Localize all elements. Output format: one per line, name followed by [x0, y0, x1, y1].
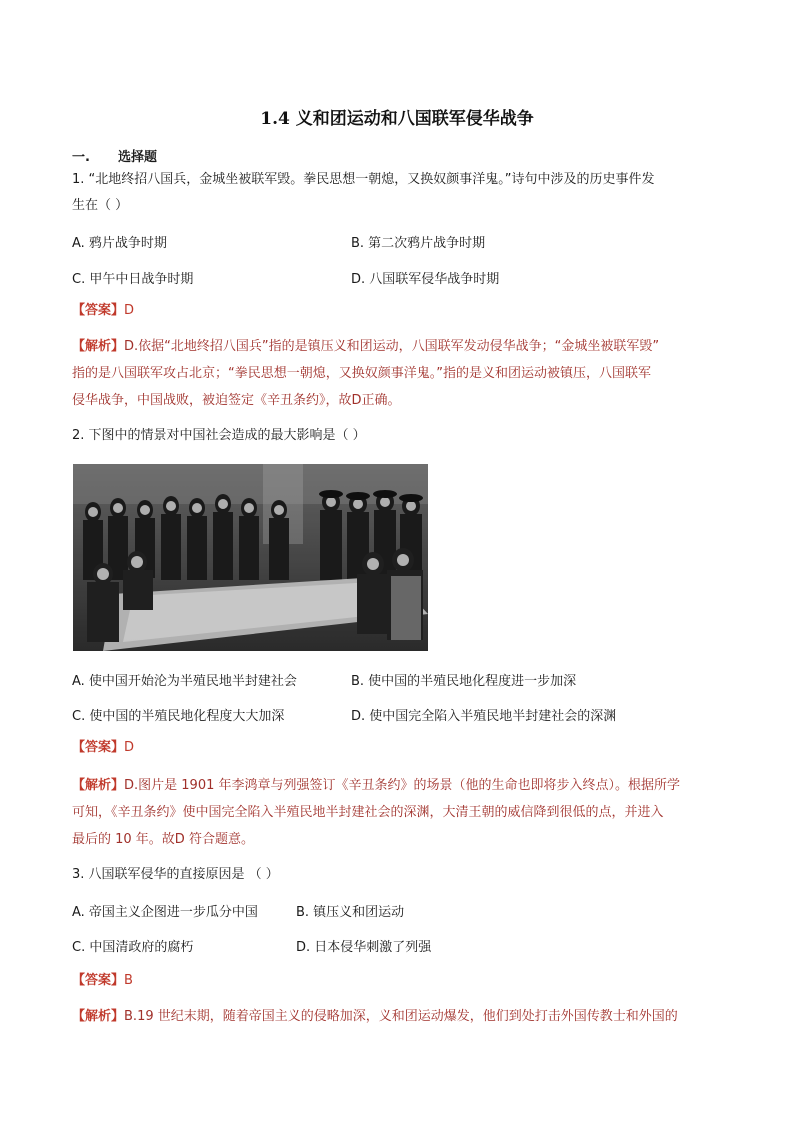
- q1-answer: [72, 302, 134, 320]
- q2-exp-line2: 可知，《辛丑条约》使中国完全陷入半殖民地半封建社会的深渊，大清王朝的威信降到很低的点，并进入: [72, 805, 664, 820]
- q1-exp-line3: 侵华战争，中国战败，被迫签定《辛丑条约》，故D正确。: [72, 393, 401, 408]
- q1-option-b: B. 第二次鸦片战争时期: [351, 236, 486, 251]
- q2-option-d: D. 使中国完全陷入半殖民地半封建社会的深渊: [351, 709, 617, 724]
- q3-exp-line1: B.19 世纪末期，随着帝国主义的侵略加深，义和团运动爆发，他们到处打击外国传教士和外国的: [124, 1009, 678, 1024]
- q1-option-c: C. 甲午中日战争时期: [72, 272, 194, 287]
- q2-explanation: [72, 772, 732, 853]
- q2-answer: [72, 739, 134, 757]
- q2-answer-value: D: [124, 740, 135, 755]
- q3-option-c: C. 中国清政府的腐朽: [72, 940, 194, 955]
- q3-answer-tag: 【答案】: [72, 973, 125, 988]
- q3-option-a: A. 帝国主义企图进一步瓜分中国: [72, 905, 258, 920]
- q1-explanation: [72, 333, 732, 414]
- q2-exp-line3: 最后的 10 年。故D 符合题意。: [72, 832, 254, 847]
- q1-option-d: D. 八国联军侵华战争时期: [351, 272, 500, 287]
- q1-exp-line1: D.依据“北地终招八国兵”指的是镇压义和团运动，八国联军发动侵华战争；“金城坐被联军毁”: [124, 339, 660, 354]
- q1-exp-tag: 【解析】: [72, 339, 125, 354]
- q1-option-a: A. 鸦片战争时期: [72, 236, 167, 251]
- q3-option-b: B. 镇压义和团运动: [296, 905, 405, 920]
- q3-stem: 3. 八国联军侵华的直接原因是 （ ）: [72, 867, 279, 882]
- signing-scene-photo: [73, 464, 428, 651]
- q1-answer-tag: 【答案】: [72, 303, 125, 318]
- q2-option-a: A. 使中国开始沦为半殖民地半封建社会: [72, 674, 297, 689]
- section-number: 一.: [72, 150, 90, 165]
- q1-exp-line2: 指的是八国联军攻占北京；“拳民思想一朝熄，又换奴颜事洋鬼。”指的是义和团运动被镇压，八国联军: [72, 366, 651, 381]
- page-title: 1.4 义和团运动和八国联军侵华战争: [260, 109, 534, 129]
- q3-option-d: D. 日本侵华刺激了列强: [296, 940, 432, 955]
- q2-exp-line1: D.图片是 1901 年李鸿章与列强签订《辛丑条约》的场景（他的生命也即将步入终点）。根据所学: [124, 778, 681, 793]
- q1-stem-line2: 生在（ ）: [72, 198, 129, 213]
- q3-answer-value: B: [124, 973, 133, 988]
- q2-option-b: B. 使中国的半殖民地化程度进一步加深: [351, 674, 577, 689]
- q1-stem-line1: 1. “北地终招八国兵，金城坐被联军毁。拳民思想一朝熄，又换奴颜事洋鬼。”诗句中涉及的历史事件发: [72, 172, 655, 187]
- q3-answer: [72, 972, 133, 990]
- photo-illustration: [73, 464, 428, 651]
- q2-option-c: C. 使中国的半殖民地化程度大大加深: [72, 709, 285, 724]
- section-label: 选择题: [118, 150, 158, 165]
- q3-explanation: [72, 1003, 732, 1030]
- q1-answer-value: D: [124, 303, 135, 318]
- section-heading: [72, 146, 157, 165]
- q2-answer-tag: 【答案】: [72, 740, 125, 755]
- q3-exp-tag: 【解析】: [72, 1009, 125, 1024]
- q2-exp-tag: 【解析】: [72, 778, 125, 793]
- q2-stem: 2. 下图中的情景对中国社会造成的最大影响是（ ）: [72, 428, 366, 443]
